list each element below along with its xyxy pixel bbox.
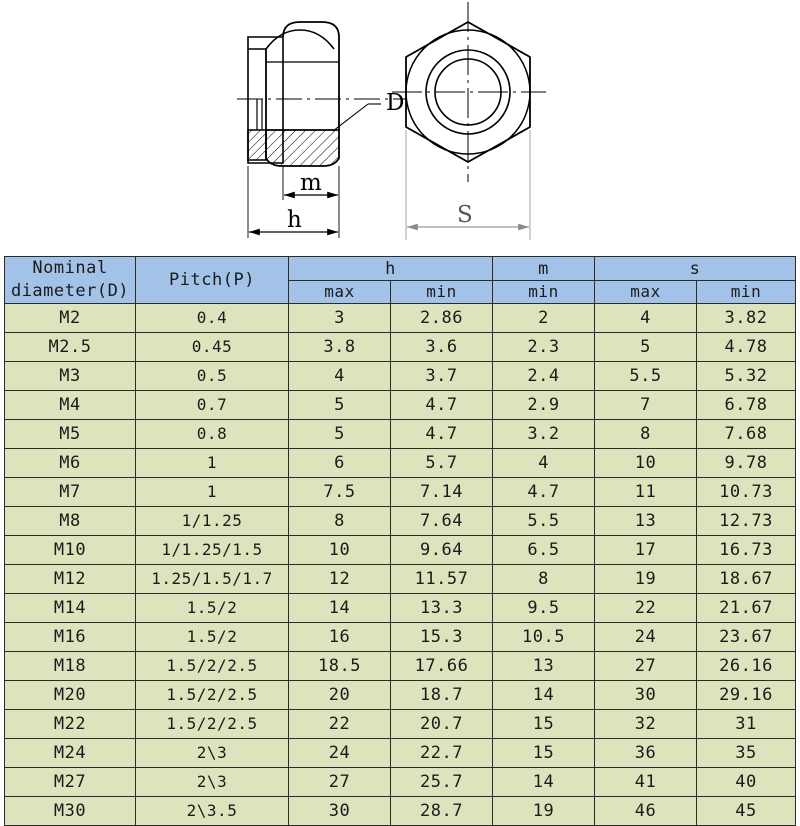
cell-nominal-diameter: M30: [5, 796, 136, 825]
cell-pitch: 1: [136, 477, 289, 506]
cell-pitch: 1.5/2/2.5: [136, 651, 289, 680]
cell-m-min: 10.5: [493, 622, 595, 651]
cell-nominal-diameter: M3: [5, 361, 136, 390]
cell-m-min: 15: [493, 709, 595, 738]
cell-pitch: 1/1.25: [136, 506, 289, 535]
cell-s-max: 41: [595, 767, 697, 796]
label-h: h: [287, 207, 302, 233]
cell-pitch: 2\3.5: [136, 796, 289, 825]
table-header: [5, 257, 796, 304]
cell-h-min: 2.86: [391, 303, 493, 332]
side-section-view: [237, 22, 405, 166]
table-row: [5, 477, 796, 506]
cell-m-min: 14: [493, 767, 595, 796]
cell-s-min: 40: [697, 767, 796, 796]
cell-h-max: 24: [289, 738, 391, 767]
cell-nominal-diameter: M6: [5, 448, 136, 477]
cell-nominal-diameter: M5: [5, 419, 136, 448]
cell-s-min: 3.82: [697, 303, 796, 332]
cell-m-min: 8: [493, 564, 595, 593]
cell-s-min: 4.78: [697, 332, 796, 361]
cell-h-max: 8: [289, 506, 391, 535]
cell-s-min: 45: [697, 796, 796, 825]
cell-nominal-diameter: M20: [5, 680, 136, 709]
label-m: m: [300, 170, 322, 196]
cell-s-min: 16.73: [697, 535, 796, 564]
column-header-pitch: Pitch(P): [136, 257, 289, 304]
cell-m-min: 5.5: [493, 506, 595, 535]
cell-m-min: 19: [493, 796, 595, 825]
cell-h-min: 7.14: [391, 477, 493, 506]
cell-h-min: 3.7: [391, 361, 493, 390]
cell-h-min: 13.3: [391, 593, 493, 622]
cell-s-min: 6.78: [697, 390, 796, 419]
cell-s-max: 4: [595, 303, 697, 332]
column-header-h: h: [289, 257, 493, 281]
table-row: [5, 448, 796, 477]
table-row: [5, 680, 796, 709]
cell-h-min: 25.7: [391, 767, 493, 796]
cell-nominal-diameter: M22: [5, 709, 136, 738]
cell-s-max: 17: [595, 535, 697, 564]
cell-pitch: 0.5: [136, 361, 289, 390]
cell-m-min: 2.4: [493, 361, 595, 390]
cell-h-max: 3.8: [289, 332, 391, 361]
cell-s-max: 5: [595, 332, 697, 361]
column-header-s-max: max: [595, 281, 697, 304]
table-row: [5, 390, 796, 419]
cell-h-min: 15.3: [391, 622, 493, 651]
cell-s-min: 7.68: [697, 419, 796, 448]
cell-h-max: 10: [289, 535, 391, 564]
nut-dimension-table: [4, 256, 796, 826]
label-S: S: [457, 202, 473, 228]
cell-s-max: 13: [595, 506, 697, 535]
cell-m-min: 2: [493, 303, 595, 332]
cell-s-min: 12.73: [697, 506, 796, 535]
table-row: [5, 419, 796, 448]
cell-s-max: 30: [595, 680, 697, 709]
technical-drawing: [0, 0, 800, 255]
cell-s-max: 8: [595, 419, 697, 448]
cell-s-max: 11: [595, 477, 697, 506]
cell-s-max: 10: [595, 448, 697, 477]
cell-m-min: 13: [493, 651, 595, 680]
cell-h-min: 17.66: [391, 651, 493, 680]
cell-h-min: 20.7: [391, 709, 493, 738]
table-row: [5, 622, 796, 651]
cell-h-max: 20: [289, 680, 391, 709]
cell-h-min: 4.7: [391, 419, 493, 448]
cell-h-min: 4.7: [391, 390, 493, 419]
table-row: [5, 738, 796, 767]
cell-h-max: 3: [289, 303, 391, 332]
nominal-diameter-line1: Nominal: [32, 258, 108, 278]
cell-s-min: 29.16: [697, 680, 796, 709]
table-row: [5, 767, 796, 796]
column-header-nominal-diameter: [5, 257, 136, 304]
cell-h-max: 27: [289, 767, 391, 796]
cell-s-min: 18.67: [697, 564, 796, 593]
cell-nominal-diameter: M12: [5, 564, 136, 593]
cell-h-max: 30: [289, 796, 391, 825]
cell-s-min: 10.73: [697, 477, 796, 506]
table-row: [5, 709, 796, 738]
column-header-m-min: min: [493, 281, 595, 304]
cell-h-min: 3.6: [391, 332, 493, 361]
table-row: [5, 651, 796, 680]
cell-h-max: 6: [289, 448, 391, 477]
cell-pitch: 1: [136, 448, 289, 477]
cell-h-max: 18.5: [289, 651, 391, 680]
cell-h-min: 11.57: [391, 564, 493, 593]
cell-m-min: 2.9: [493, 390, 595, 419]
cell-s-min: 9.78: [697, 448, 796, 477]
cell-nominal-diameter: M10: [5, 535, 136, 564]
cell-s-min: 5.32: [697, 361, 796, 390]
cell-h-max: 22: [289, 709, 391, 738]
cell-h-min: 5.7: [391, 448, 493, 477]
column-header-s-min: min: [697, 281, 796, 304]
cell-nominal-diameter: M18: [5, 651, 136, 680]
cell-pitch: 2\3: [136, 767, 289, 796]
cell-s-max: 7: [595, 390, 697, 419]
cell-m-min: 2.3: [493, 332, 595, 361]
cell-pitch: 0.45: [136, 332, 289, 361]
cell-m-min: 6.5: [493, 535, 595, 564]
cell-s-max: 5.5: [595, 361, 697, 390]
column-header-h-max: max: [289, 281, 391, 304]
cell-s-min: 31: [697, 709, 796, 738]
cell-s-min: 23.67: [697, 622, 796, 651]
cell-pitch: 1.5/2/2.5: [136, 709, 289, 738]
cell-pitch: 2\3: [136, 738, 289, 767]
cell-m-min: 15: [493, 738, 595, 767]
cell-nominal-diameter: M4: [5, 390, 136, 419]
cell-pitch: 1.5/2/2.5: [136, 680, 289, 709]
cell-s-max: 19: [595, 564, 697, 593]
cell-s-max: 32: [595, 709, 697, 738]
table-body: [5, 303, 796, 825]
cell-pitch: 1.5/2: [136, 593, 289, 622]
column-header-m: m: [493, 257, 595, 281]
cell-m-min: 9.5: [493, 593, 595, 622]
cell-pitch: 0.8: [136, 419, 289, 448]
header-row-group: [5, 257, 796, 281]
cell-m-min: 4.7: [493, 477, 595, 506]
column-header-s: s: [595, 257, 796, 281]
cell-nominal-diameter: M2: [5, 303, 136, 332]
label-D: D: [386, 90, 405, 116]
cell-s-min: 21.67: [697, 593, 796, 622]
cell-h-min: 9.64: [391, 535, 493, 564]
cell-s-max: 27: [595, 651, 697, 680]
cell-nominal-diameter: M2.5: [5, 332, 136, 361]
cell-h-max: 12: [289, 564, 391, 593]
cell-pitch: 0.7: [136, 390, 289, 419]
center-lines-top-view: [392, 2, 546, 182]
table-row: [5, 564, 796, 593]
cell-s-max: 36: [595, 738, 697, 767]
table-row: [5, 593, 796, 622]
cell-nominal-diameter: M14: [5, 593, 136, 622]
cell-nominal-diameter: M27: [5, 767, 136, 796]
nominal-diameter-line2: diameter(D): [10, 280, 130, 301]
table-row: [5, 535, 796, 564]
cell-s-min: 26.16: [697, 651, 796, 680]
cell-s-max: 46: [595, 796, 697, 825]
cell-h-max: 14: [289, 593, 391, 622]
column-header-h-min: min: [391, 281, 493, 304]
cell-h-max: 4: [289, 361, 391, 390]
cell-nominal-diameter: M7: [5, 477, 136, 506]
cell-nominal-diameter: M8: [5, 506, 136, 535]
cell-h-max: 5: [289, 419, 391, 448]
table-row: [5, 332, 796, 361]
cell-h-max: 16: [289, 622, 391, 651]
cell-m-min: 4: [493, 448, 595, 477]
table-row: [5, 506, 796, 535]
cell-pitch: 1.25/1.5/1.7: [136, 564, 289, 593]
cell-m-min: 3.2: [493, 419, 595, 448]
cell-s-max: 22: [595, 593, 697, 622]
table-row: [5, 796, 796, 825]
cell-nominal-diameter: M24: [5, 738, 136, 767]
cell-pitch: 1.5/2: [136, 622, 289, 651]
cell-h-min: 22.7: [391, 738, 493, 767]
cell-s-max: 24: [595, 622, 697, 651]
cell-h-max: 7.5: [289, 477, 391, 506]
cell-s-min: 35: [697, 738, 796, 767]
cell-h-min: 18.7: [391, 680, 493, 709]
table-row: [5, 303, 796, 332]
table-row: [5, 361, 796, 390]
cell-pitch: 0.4: [136, 303, 289, 332]
cell-pitch: 1/1.25/1.5: [136, 535, 289, 564]
cell-m-min: 14: [493, 680, 595, 709]
cell-h-max: 5: [289, 390, 391, 419]
cell-h-min: 28.7: [391, 796, 493, 825]
cell-nominal-diameter: M16: [5, 622, 136, 651]
cell-h-min: 7.64: [391, 506, 493, 535]
